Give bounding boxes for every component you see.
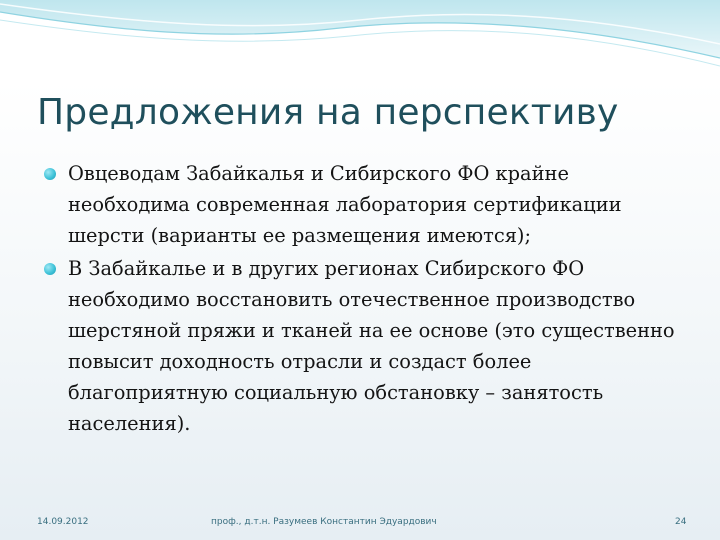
bullet-item [44, 253, 684, 439]
slide-title: Предложения на перспективу [37, 92, 619, 133]
footer-author: проф., д.т.н. Разумеев Константин Эдуардович [211, 517, 437, 527]
slide-number: 24 [675, 517, 687, 527]
header-wave-decoration [0, 0, 720, 80]
bullet-list [44, 158, 684, 441]
bullet-text: Овцеводам Забайкалья и Сибирского ФО крайне необходима современная лаборатория сертификации шерсти (варианты ее размещения имеются); [68, 162, 622, 247]
bullet-item [44, 158, 684, 251]
footer-date: 14.09.2012 [37, 517, 89, 527]
bullet-circle-icon [44, 263, 56, 275]
bullet-text: В Забайкалье и в других регионах Сибирского ФО необходимо восстановить отечественное производство шерстяной пряжи и тканей на ее основе (это существенно повысит доходность отрасли и создаст более благоприятную социальную обстановку – занятость населения). [68, 257, 675, 435]
bullet-circle-icon [44, 168, 56, 180]
